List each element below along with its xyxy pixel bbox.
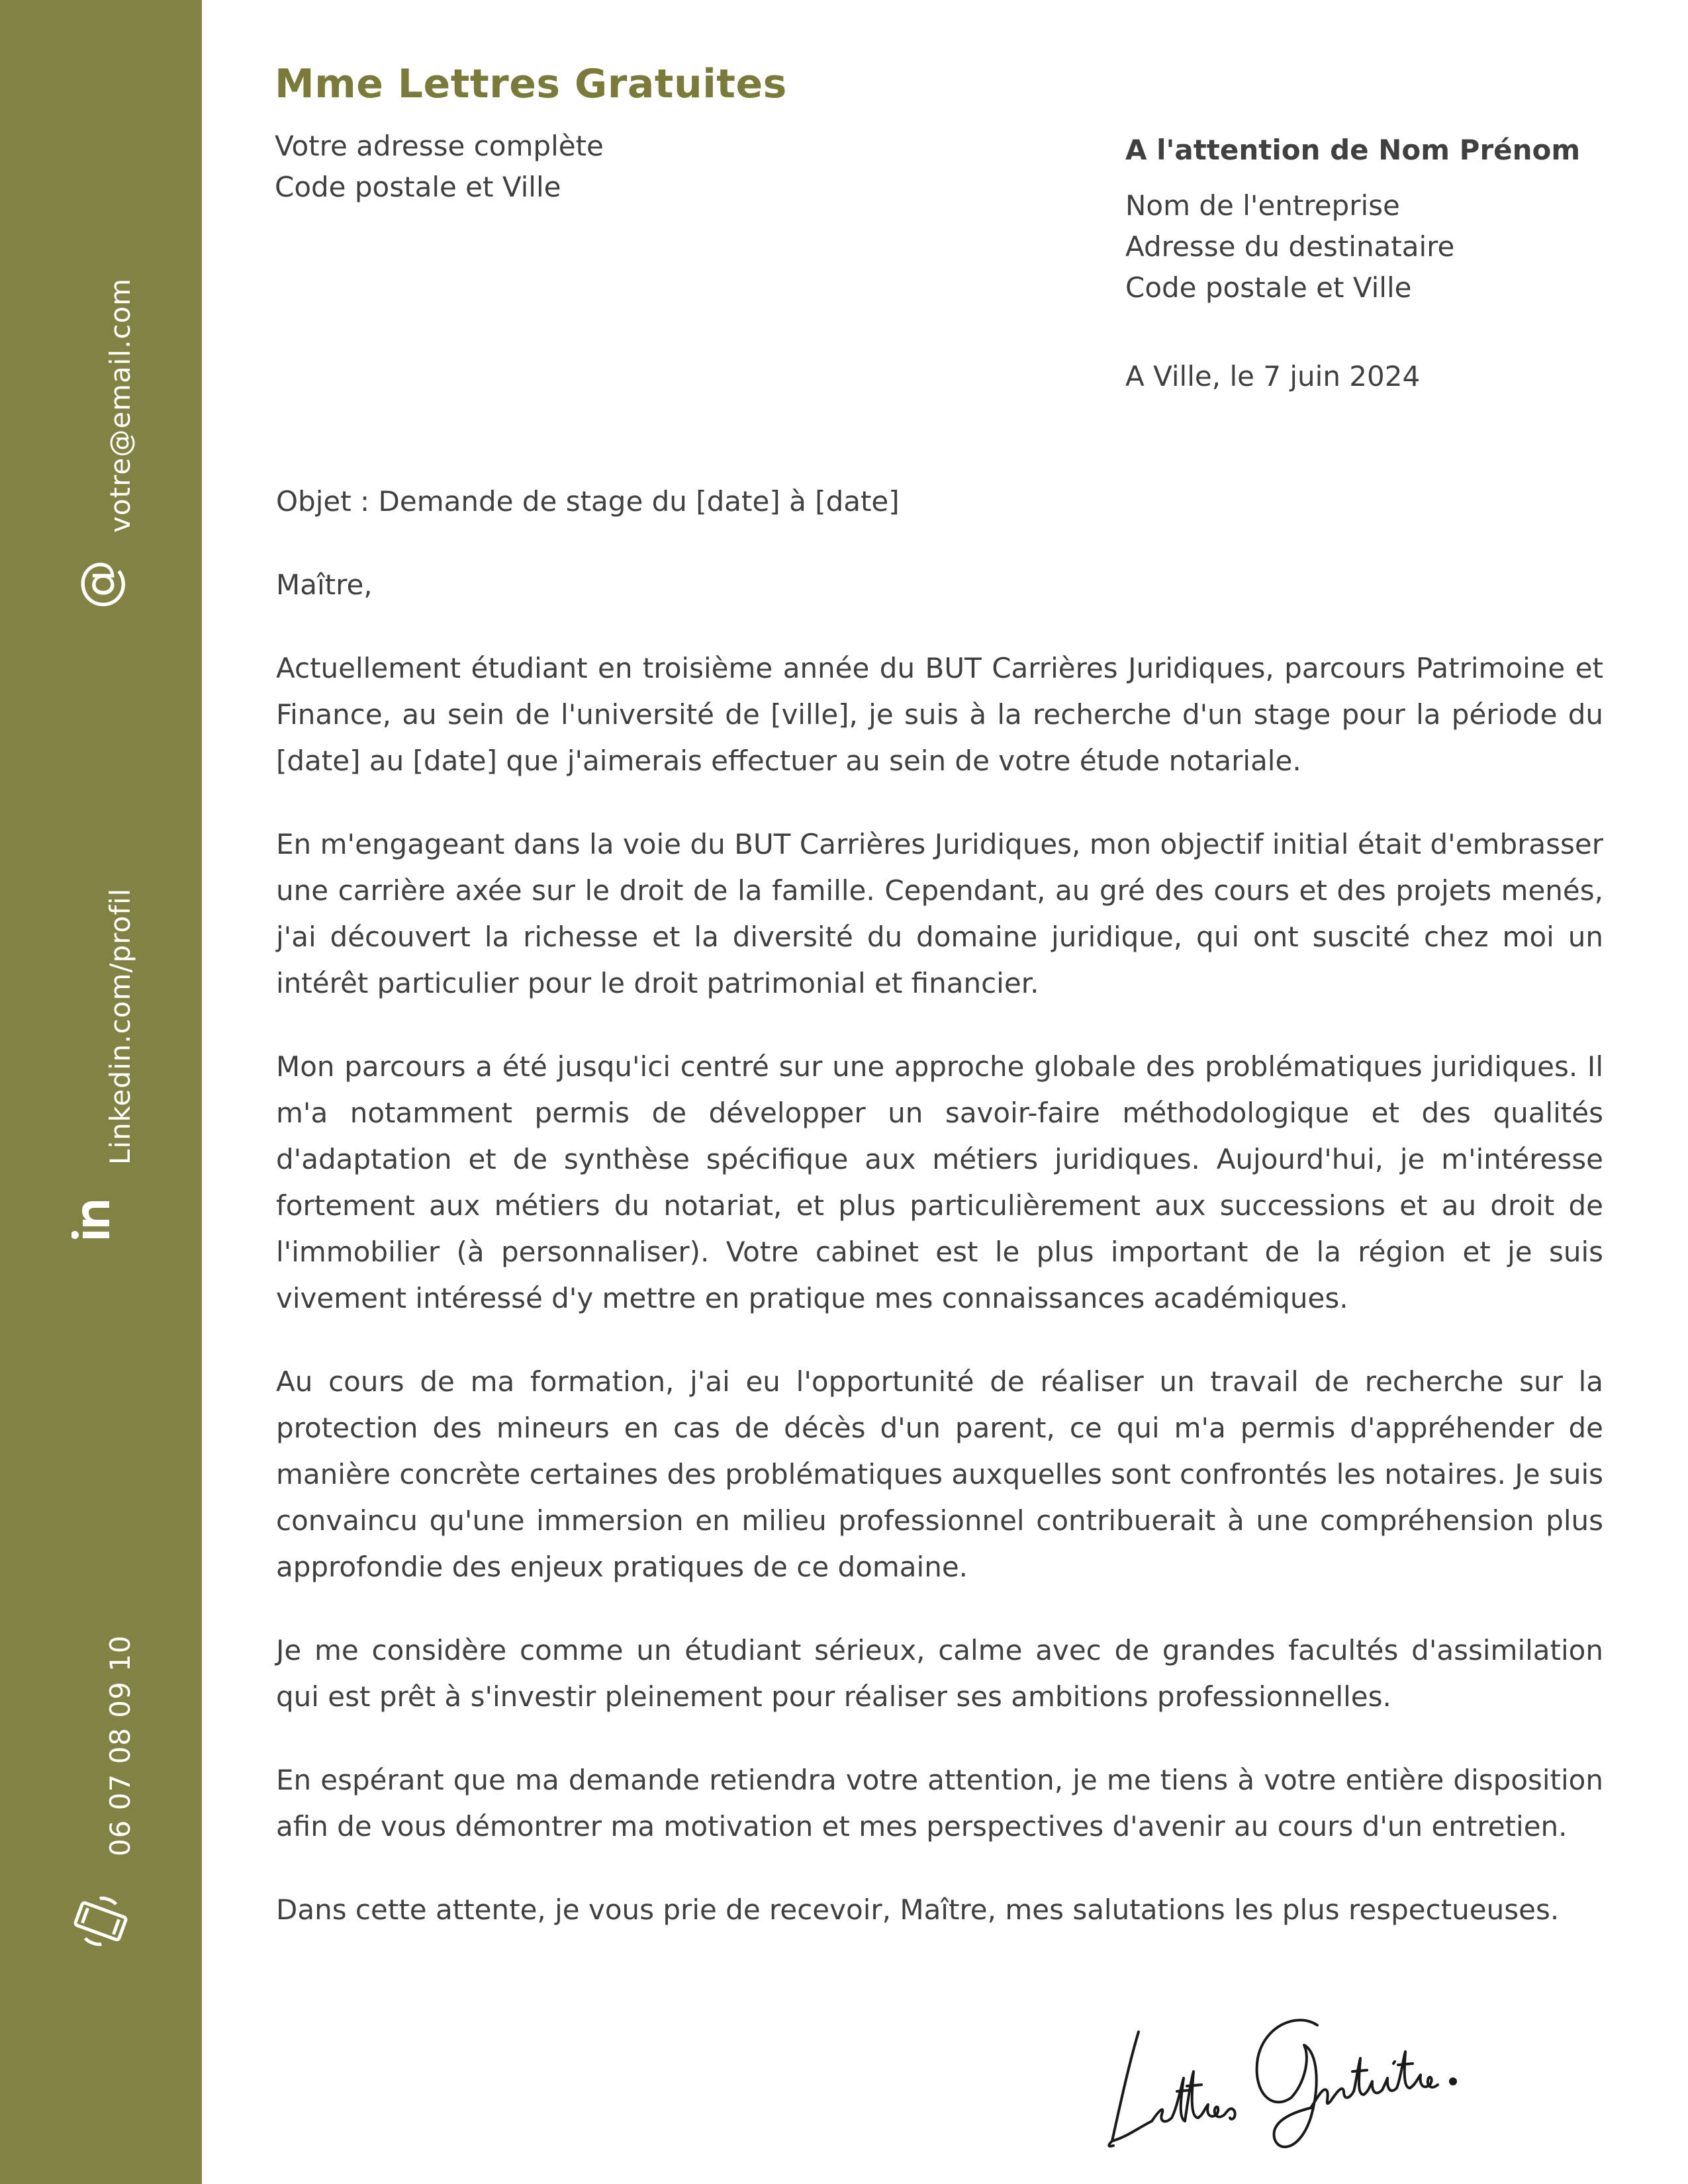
letter-paragraph: Je me considère comme un étudiant sérieux, calme avec de grandes facultés d'assimilation qui est prêt à s'investir pleinement pour réaliser ses ambitions professionnelles. bbox=[276, 1634, 1603, 1713]
recipient-block bbox=[1125, 130, 1580, 397]
letter-paragraph: Actuellement étudiant en troisième année du BUT Carrières Juridiques, parcours Patrimoine et Finance, au sein de l'université de [ville], je suis à la recherche d'un stage pour la période du [date] au [date] que j'aimerais effectuer au sein de votre étude notariale. bbox=[276, 652, 1603, 777]
sender-name: Mme Lettres Gratuites bbox=[275, 61, 787, 107]
letter-date: A Ville, le 7 juin 2024 bbox=[1125, 360, 1421, 392]
sender-address-line2: Code postale et Ville bbox=[275, 171, 561, 203]
sidebar bbox=[0, 0, 202, 2184]
letter-paragraph: Au cours de ma formation, j'ai eu l'opportunité de réaliser un travail de recherche sur la protection des mineurs en cas de décès d'un parent, ce qui m'a permis d'appréhender de manière concrète certaines des problématiques auxquelles sont confrontés les notaires. Je suis convaincu qu'une immersion en milieu professionnel contribuerait à une compréhension plus approfondie des enjeux pratiques de ce domaine. bbox=[276, 1365, 1603, 1583]
sidebar-linkedin[interactable]: Linkedin.com/profil bbox=[104, 887, 136, 1165]
letter-closing: Dans cette attente, je vous prie de recevoir, Maître, mes salutations les plus respectueuses. bbox=[276, 1893, 1560, 1926]
phone-icon bbox=[70, 1894, 131, 1952]
sidebar-email[interactable]: votre@email.com bbox=[104, 277, 136, 533]
letter-paragraph: Mon parcours a été jusqu'ici centré sur une approche globale des problématiques juridiques. Il m'a notamment permis de développer un savoir-faire méthodologique et des qualités d'adaptation et de synthèse spécifique aux métiers juridiques. Aujourd'hui, je m'intéresse fortement aux métiers du notariat, et plus particulièrement aux successions et au droit de l'immobilier (à personnaliser). Votre cabinet est le plus important de la région et je suis vivement intéressé d'y mettre en pratique mes connaissances académiques. bbox=[276, 1050, 1603, 1314]
letter-salutation: Maître, bbox=[276, 569, 373, 601]
at-icon: @ bbox=[70, 559, 128, 610]
letter-subject: Objet : Demande de stage du [date] à [date] bbox=[276, 485, 900, 518]
recipient-attention: A l'attention de Nom Prénom bbox=[1125, 134, 1581, 166]
letter-paragraph: En m'engageant dans la voie du BUT Carrières Juridiques, mon objectif initial était d'embrasser une carrière axée sur le droit de la famille. Cependant, au gré des cours et des projets menés, j'ai découvert la richesse et la diversité du domaine juridique, qui ont suscité chez moi un intérêt particulier pour le droit patrimonial et financier. bbox=[276, 828, 1603, 999]
linkedin-icon bbox=[71, 1197, 111, 1246]
handwritten-signature bbox=[1099, 1985, 1496, 2158]
recipient-city: Code postale et Ville bbox=[1125, 271, 1412, 304]
recipient-company: Nom de l'entreprise bbox=[1125, 189, 1400, 222]
letter-body bbox=[276, 478, 1603, 1970]
letter-paragraph: En espérant que ma demande retiendra votre attention, je me tiens à votre entière disposition afin de vous démontrer ma motivation et mes perspectives d'avenir au cours d'un entretien. bbox=[276, 1764, 1603, 1843]
sender-address-line1: Votre adresse complète bbox=[275, 130, 604, 162]
sidebar-phone[interactable]: 06 07 08 09 10 bbox=[104, 1635, 136, 1856]
recipient-address: Adresse du destinataire bbox=[1125, 230, 1455, 263]
sender-address-block bbox=[275, 126, 604, 208]
